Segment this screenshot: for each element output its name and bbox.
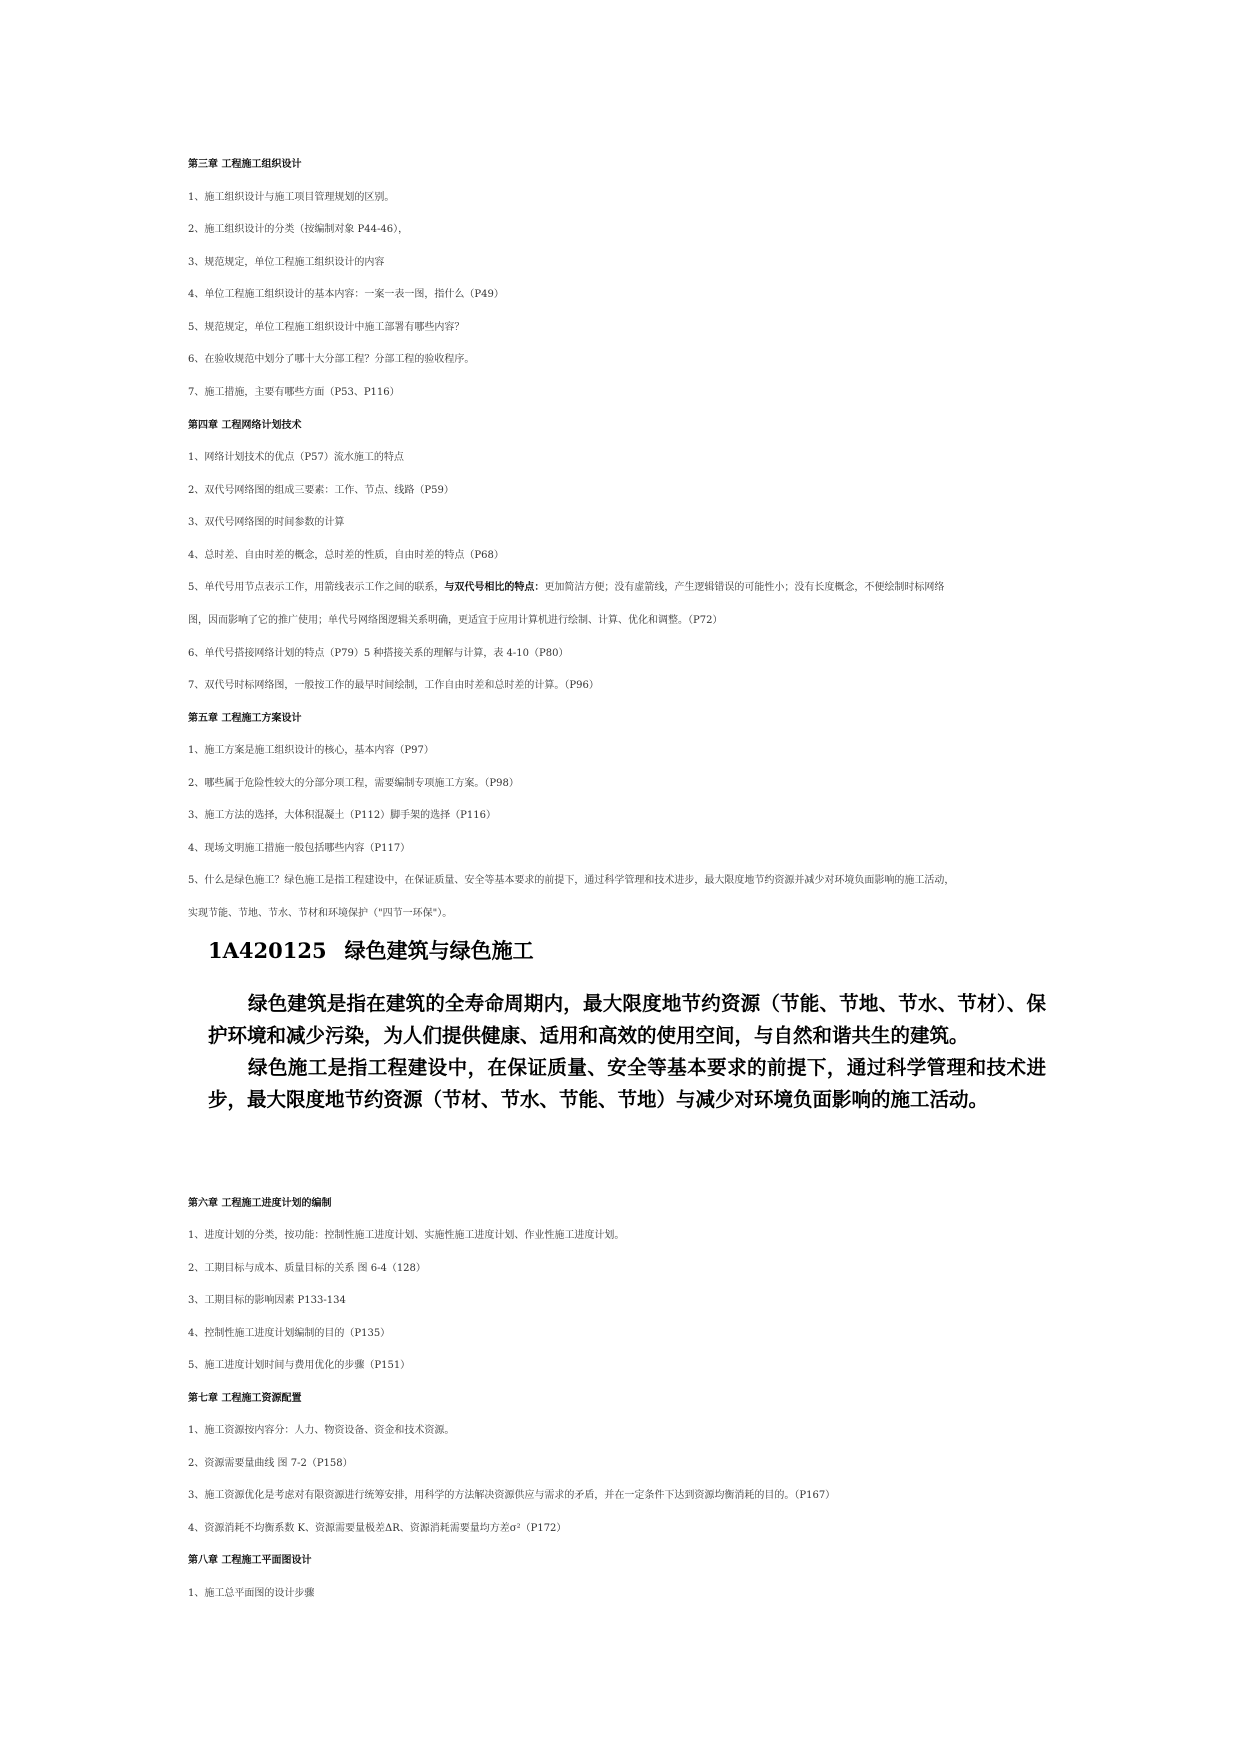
excerpt-body bbox=[208, 988, 1046, 1116]
list-item: 2、施工组织设计的分类（按编制对象 P44-46）， bbox=[188, 224, 409, 235]
chapter-7-heading: 第七章 工程施工资源配置 bbox=[188, 1393, 302, 1404]
excerpt-paragraph: 绿色施工是指工程建设中，在保证质量、安全等基本要求的前提下，通过科学管理和技术进步，最大限度地节约资源（节材、节水、节能、节地）与减少对环境负面影响的施工活动。 bbox=[208, 1056, 1046, 1111]
list-item: 3、工期目标的影响因素 P133-134 bbox=[188, 1295, 346, 1306]
list-item-continuation: 实现节能、节地、节水、节材和环境保护（"四节一环保"）。 bbox=[188, 908, 453, 919]
list-item: 1、施工组织设计与施工项目管理规划的区别。 bbox=[188, 192, 395, 203]
item-text: 更加简洁方便；没有虚箭线，产生逻辑错误的可能性小；没有长度概念，不便绘制时标网络 bbox=[544, 582, 945, 593]
list-item: 2、双代号网络图的组成三要素：工作、节点、线路（P59） bbox=[188, 485, 454, 496]
list-item: 3、规范规定，单位工程施工组织设计的内容 bbox=[188, 257, 385, 268]
document-page bbox=[188, 0, 1068, 1754]
list-item: 2、工期目标与成本、质量目标的关系 图 6-4（128） bbox=[188, 1263, 426, 1274]
list-item-continuation: 图，因而影响了它的推广使用；单代号网络图逻辑关系明确，更适宜于应用计算机进行绘制、计算、优化和调整。（P72） bbox=[188, 615, 723, 626]
excerpt-title bbox=[208, 938, 534, 964]
list-item: 5、什么是绿色施工？绿色施工是指工程建设中，在保证质量、安全等基本要求的前提下，通过科学管理和技术进步，最大限度地节约资源并减少对环境负面影响的施工活动， bbox=[188, 875, 955, 886]
list-item: 4、总时差、自由时差的概念，总时差的性质，自由时差的特点（P68） bbox=[188, 550, 504, 561]
list-item: 1、施工方案是施工组织设计的核心，基本内容（P97） bbox=[188, 745, 434, 756]
list-item: 1、进度计划的分类，按功能：控制性施工进度计划、实施性施工进度计划、作业性施工进度计划。 bbox=[188, 1230, 625, 1241]
list-item: 7、施工措施，主要有哪些方面（P53、P116） bbox=[188, 387, 400, 398]
chapter-3-heading: 第三章 工程施工组织设计 bbox=[188, 159, 302, 170]
list-item: 2、资源需要量曲线 图 7-2（P158） bbox=[188, 1458, 353, 1469]
list-item: 4、控制性施工进度计划编制的目的（P135） bbox=[188, 1328, 391, 1339]
list-item: 4、单位工程施工组织设计的基本内容：一案一表一图，指什么（P49） bbox=[188, 289, 504, 300]
list-item: 3、施工资源优化是考虑对有限资源进行统筹安排，用科学的方法解决资源供应与需求的矛盾，并在一定条件下达到资源均衡消耗的目的。（P167） bbox=[188, 1490, 836, 1501]
list-item: 6、单代号搭接网络计划的特点（P79）5 种搭接关系的理解与计算，表 4-10（P80） bbox=[188, 648, 569, 659]
list-item: 5、施工进度计划时间与费用优化的步骤（P151） bbox=[188, 1360, 411, 1371]
item-text: 5、单代号用节点表示工作，用箭线表示工作之间的联系， bbox=[188, 582, 445, 593]
list-item: 1、施工总平面图的设计步骤 bbox=[188, 1588, 315, 1599]
chapter-5-heading: 第五章 工程施工方案设计 bbox=[188, 713, 302, 724]
chapter-4-heading: 第四章 工程网络计划技术 bbox=[188, 420, 302, 431]
chapter-6-heading: 第六章 工程施工进度计划的编制 bbox=[188, 1198, 332, 1209]
item-emphasis: 与双代号相比的特点： bbox=[444, 582, 545, 593]
list-item: 3、施工方法的选择，大体积混凝土（P112）脚手架的选择（P116） bbox=[188, 810, 496, 821]
list-item: 5、规范规定，单位工程施工组织设计中施工部署有哪些内容？ bbox=[188, 322, 465, 333]
chapter-8-heading: 第八章 工程施工平面图设计 bbox=[188, 1555, 312, 1566]
list-item: 1、网络计划技术的优点（P57）流水施工的特点 bbox=[188, 452, 404, 463]
excerpt-code: 1A420125 bbox=[208, 938, 327, 963]
list-item bbox=[188, 581, 1068, 595]
list-item: 2、哪些属于危险性较大的分部分项工程，需要编制专项施工方案。（P98） bbox=[188, 778, 519, 789]
excerpt-paragraph: 绿色建筑是指在建筑的全寿命周期内，最大限度地节约资源（节能、节地、节水、节材）、保护环境和减少污染，为人们提供健康、适用和高效的使用空间，与自然和谐共生的建筑。 bbox=[208, 992, 1046, 1047]
list-item: 1、施工资源按内容分：人力、物资设备、资金和技术资源。 bbox=[188, 1425, 455, 1436]
list-item: 4、资源消耗不均衡系数 K、资源需要量极差ΔR、资源消耗需要量均方差σ²（P172） bbox=[188, 1523, 567, 1534]
list-item: 3、双代号网络图的时间参数的计算 bbox=[188, 517, 345, 528]
list-item: 6、在验收规范中划分了哪十大分部工程？分部工程的验收程序。 bbox=[188, 354, 475, 365]
list-item: 7、双代号时标网络图，一般按工作的最早时间绘制，工作自由时差和总时差的计算。（P96） bbox=[188, 680, 599, 691]
excerpt-title-text: 绿色建筑与绿色施工 bbox=[344, 938, 534, 963]
list-item: 4、现场文明施工措施一般包括哪些内容（P117） bbox=[188, 843, 411, 854]
